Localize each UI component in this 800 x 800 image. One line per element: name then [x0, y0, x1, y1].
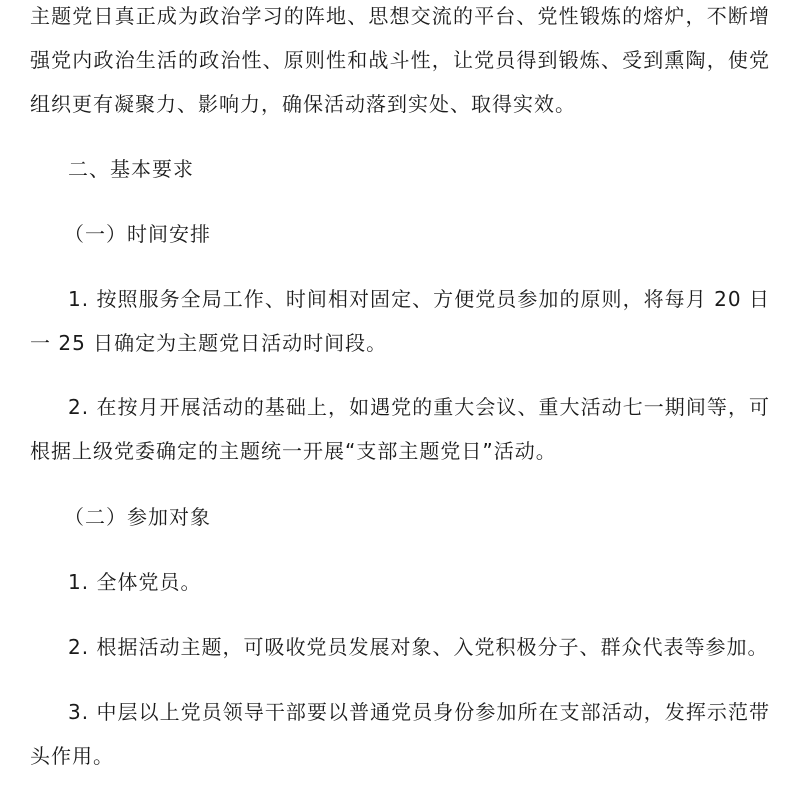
- time-item-1-line-1: 1. 按照服务全局工作、时间相对固定、方便党员参加的原则，将每月 20 日: [68, 287, 770, 311]
- subsection-heading-time: （一）时间安排: [64, 222, 211, 246]
- subsection-heading-participants: （二）参加对象: [64, 505, 211, 529]
- intro-line-3: 组织更有凝聚力、影响力，确保活动落到实处、取得实效。: [30, 92, 576, 116]
- time-item-2-line-2: 根据上级党委确定的主题统一开展“支部主题党日”活动。: [30, 439, 557, 463]
- intro-line-1: 主题党日真正成为政治学习的阵地、思想交流的平台、党性锻炼的熔炉，不断增: [30, 4, 770, 28]
- participant-item-3-line-1: 3. 中层以上党员领导干部要以普通党员身份参加所在支部活动，发挥示范带: [68, 700, 770, 724]
- participant-item-3-line-2: 头作用。: [30, 744, 114, 768]
- participant-item-1: 1. 全体党员。: [68, 570, 202, 594]
- time-item-1-line-2: 一 25 日确定为主题党日活动时间段。: [30, 331, 388, 355]
- intro-line-2: 强党内政治生活的政治性、原则性和战斗性，让党员得到锻炼、受到熏陶，使党: [30, 48, 770, 72]
- section-heading-basic-requirements: 二、基本要求: [68, 157, 194, 181]
- participant-item-2: 2. 根据活动主题，可吸收党员发展对象、入党积极分子、群众代表等参加。: [68, 635, 769, 659]
- time-item-2-line-1: 2. 在按月开展活动的基础上，如遇党的重大会议、重大活动七一期间等，可: [68, 395, 770, 419]
